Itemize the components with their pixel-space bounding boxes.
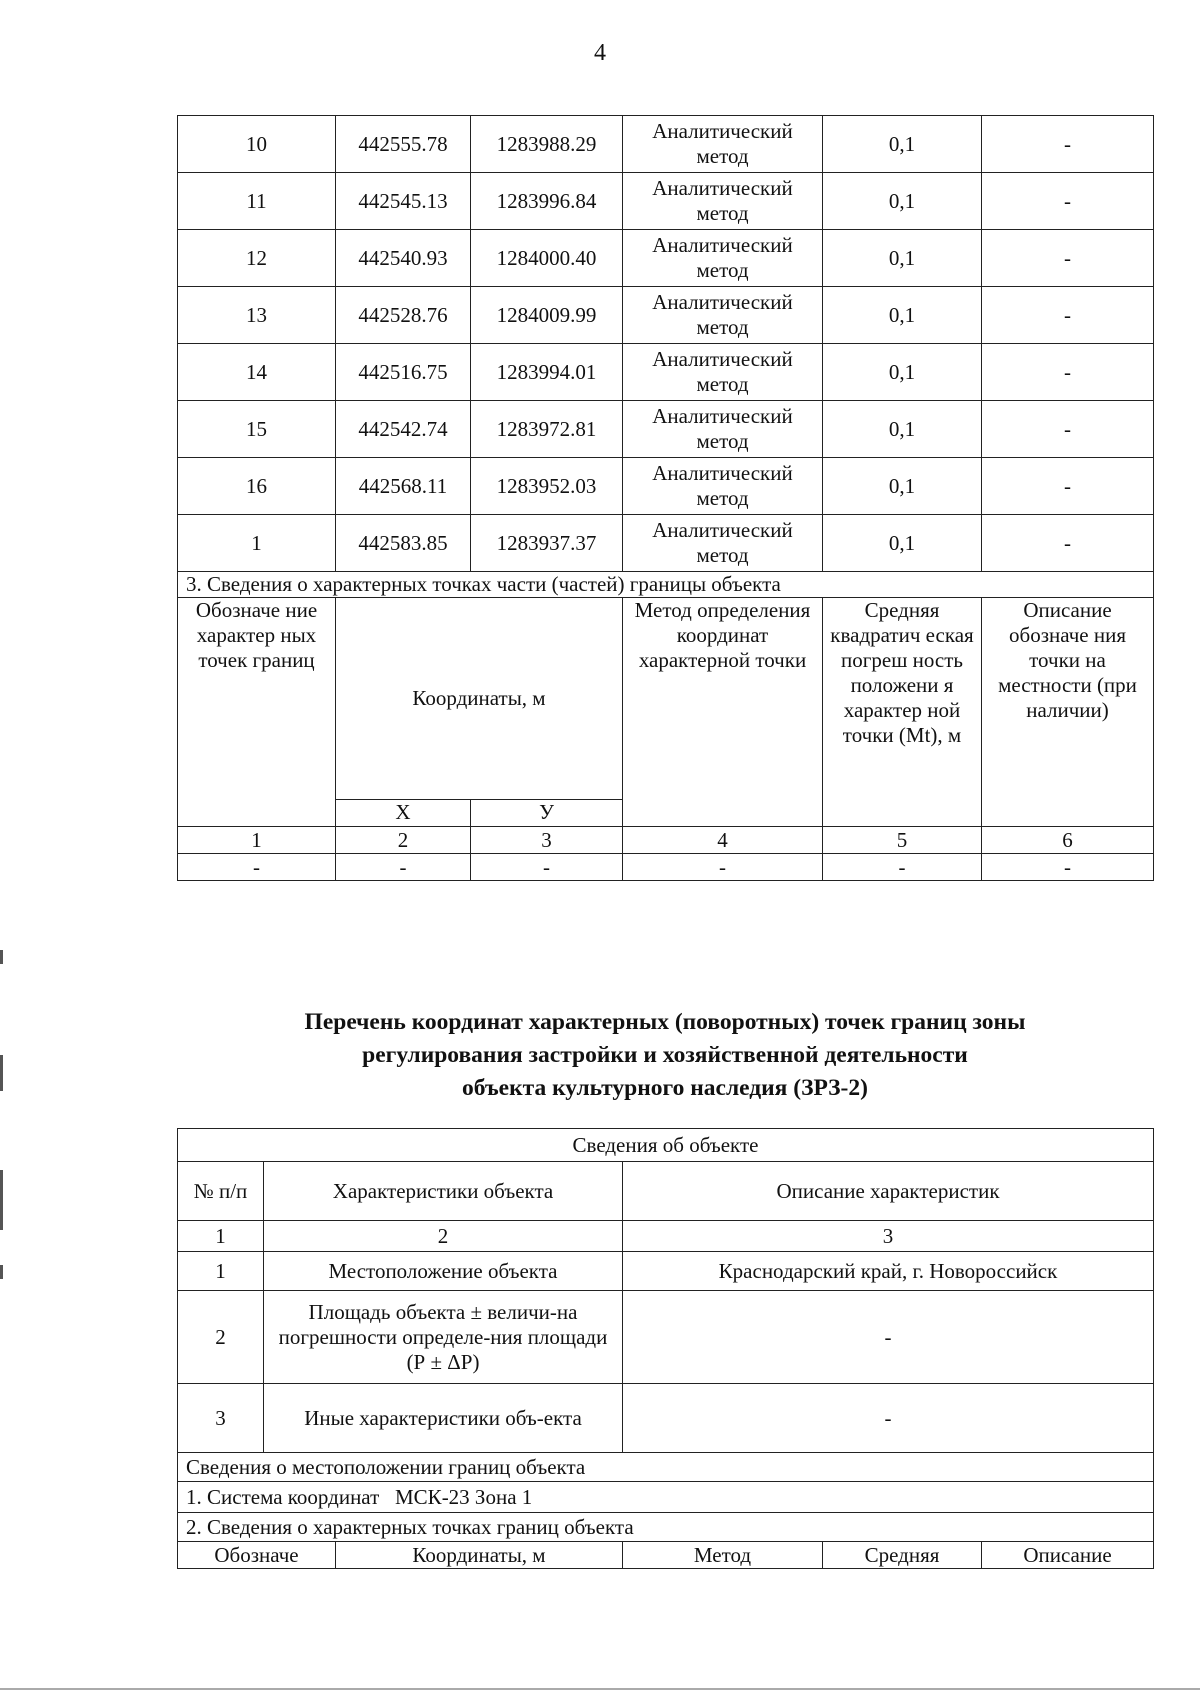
section-3-heading: 3. Сведения о характерных точках части (частей) границы объекта (178, 572, 1154, 598)
coord-y: 1283972.81 (471, 401, 623, 458)
mean-error-cell: 0,1 (823, 458, 982, 515)
coord-y: 1283937.37 (471, 515, 623, 572)
header-characteristics: Характеристики объекта (264, 1162, 623, 1221)
point-number: 14 (178, 344, 336, 401)
empty-cell: - (623, 854, 823, 881)
col-number: 1 (178, 1221, 264, 1252)
point-number: 13 (178, 287, 336, 344)
characteristic-value: Краснодарский край, г. Новороссийск (623, 1252, 1154, 1291)
point-description-cell: - (982, 458, 1154, 515)
row-number: 1 (178, 1252, 264, 1291)
coord-x: 442528.76 (336, 287, 471, 344)
header-designation: Обозначе ние характер ных точек границ (178, 598, 336, 827)
point-number: 12 (178, 230, 336, 287)
col-number: 2 (264, 1221, 623, 1252)
method-cell: Аналитический метод (623, 230, 823, 287)
method-cell: Аналитический метод (623, 287, 823, 344)
col-number: 1 (178, 827, 336, 854)
header-description: Описание характеристик (623, 1162, 1154, 1221)
col-number: 3 (471, 827, 623, 854)
characteristic-label: Местоположение объекта (264, 1252, 623, 1291)
zone-title (177, 1006, 1153, 1105)
empty-data-row (178, 854, 1154, 881)
header-method: Метод (623, 1542, 823, 1569)
point-description-cell: - (982, 116, 1154, 173)
coord-y: 1283994.01 (471, 344, 623, 401)
empty-cell: - (823, 854, 982, 881)
empty-cell: - (178, 854, 336, 881)
coord-x: 442568.11 (336, 458, 471, 515)
point-number: 15 (178, 401, 336, 458)
point-description-cell: - (982, 344, 1154, 401)
method-cell: Аналитический метод (623, 116, 823, 173)
col-number: 6 (982, 827, 1154, 854)
header-y: У (471, 799, 623, 826)
coordinate-row (178, 230, 1154, 287)
boundary-points-table (177, 115, 1154, 881)
header-coordinates: Координаты, м (336, 598, 623, 800)
header-mean-error: Средняя (823, 1542, 982, 1569)
characteristic-value: - (623, 1291, 1154, 1384)
point-number: 1 (178, 515, 336, 572)
coord-y: 1283996.84 (471, 173, 623, 230)
row-number: 2 (178, 1291, 264, 1384)
zone-title-line: Перечень координат характерных (поворотных) точек границ зоны (304, 1009, 1026, 1035)
method-cell: Аналитический метод (623, 401, 823, 458)
zone-title-line: объекта культурного наследия (ЗРЗ-2) (462, 1075, 868, 1101)
coordinate-row (178, 287, 1154, 344)
col-number: 4 (623, 827, 823, 854)
coordinate-row (178, 173, 1154, 230)
coordinate-row (178, 116, 1154, 173)
header-coordinates: Координаты, м (336, 1542, 623, 1569)
mean-error-cell: 0,1 (823, 230, 982, 287)
header-point-description: Описание обозначе ния точки на местности (при наличии) (982, 598, 1154, 827)
coord-y: 1284000.40 (471, 230, 623, 287)
header-x: Х (336, 799, 471, 826)
page-number: 4 (594, 40, 606, 66)
object-info-table (177, 1128, 1154, 1569)
header-method: Метод определения координат характерной точки (623, 598, 823, 827)
object-info-title: Сведения об объекте (178, 1129, 1154, 1162)
zone-title-line: регулирования застройки и хозяйственной деятельности (362, 1042, 968, 1068)
header-designation: Обозначе (178, 1542, 336, 1569)
point-description-cell: - (982, 287, 1154, 344)
coord-x: 442540.93 (336, 230, 471, 287)
point-number: 11 (178, 173, 336, 230)
mean-error-cell: 0,1 (823, 173, 982, 230)
method-cell: Аналитический метод (623, 458, 823, 515)
col-number: 3 (623, 1221, 1154, 1252)
column-number-row (178, 827, 1154, 854)
mean-error-cell: 0,1 (823, 344, 982, 401)
coord-x: 442516.75 (336, 344, 471, 401)
method-cell: Аналитический метод (623, 173, 823, 230)
coordinate-system: 1. Система координат МСК-23 Зона 1 (178, 1482, 1154, 1513)
coord-x: 442555.78 (336, 116, 471, 173)
mean-error-cell: 0,1 (823, 116, 982, 173)
method-cell: Аналитический метод (623, 515, 823, 572)
header-point-description: Описание (982, 1542, 1154, 1569)
scan-bottom-rule (0, 1688, 1200, 1690)
characteristic-label: Площадь объекта ± величи-на погрешности определе-ния площади (Р ± ΔР) (264, 1291, 623, 1384)
method-cell: Аналитический метод (623, 344, 823, 401)
point-number: 10 (178, 116, 336, 173)
mean-error-cell: 0,1 (823, 287, 982, 344)
coord-y: 1283988.29 (471, 116, 623, 173)
coord-x: 442545.13 (336, 173, 471, 230)
scan-margin-mark (0, 1170, 3, 1230)
coord-y: 1283952.03 (471, 458, 623, 515)
empty-cell: - (471, 854, 623, 881)
characteristic-value: - (623, 1384, 1154, 1453)
mean-error-cell: 0,1 (823, 515, 982, 572)
col-number: 5 (823, 827, 982, 854)
coord-x: 442542.74 (336, 401, 471, 458)
row-number: 3 (178, 1384, 264, 1453)
point-description-cell: - (982, 401, 1154, 458)
point-description-cell: - (982, 173, 1154, 230)
scan-margin-mark (0, 1265, 3, 1279)
mean-error-cell: 0,1 (823, 401, 982, 458)
empty-cell: - (982, 854, 1154, 881)
coordinate-row (178, 458, 1154, 515)
coordinate-row (178, 401, 1154, 458)
scan-margin-mark (0, 950, 3, 964)
header-mean-error: Средняя квадратич еская погреш ность положени я характер ной точки (Mt), м (823, 598, 982, 827)
point-description-cell: - (982, 515, 1154, 572)
point-description-cell: - (982, 230, 1154, 287)
characteristic-label: Иные характеристики объ-екта (264, 1384, 623, 1453)
header-row-number: № п/п (178, 1162, 264, 1221)
location-heading: Сведения о местоположении границ объекта (178, 1453, 1154, 1482)
scan-margin-mark (0, 1055, 3, 1091)
empty-cell: - (336, 854, 471, 881)
coord-x: 442583.85 (336, 515, 471, 572)
coordinate-row (178, 515, 1154, 572)
point-number: 16 (178, 458, 336, 515)
coord-y: 1284009.99 (471, 287, 623, 344)
coordinate-row (178, 344, 1154, 401)
points-heading: 2. Сведения о характерных точках границ объекта (178, 1513, 1154, 1542)
col-number: 2 (336, 827, 471, 854)
